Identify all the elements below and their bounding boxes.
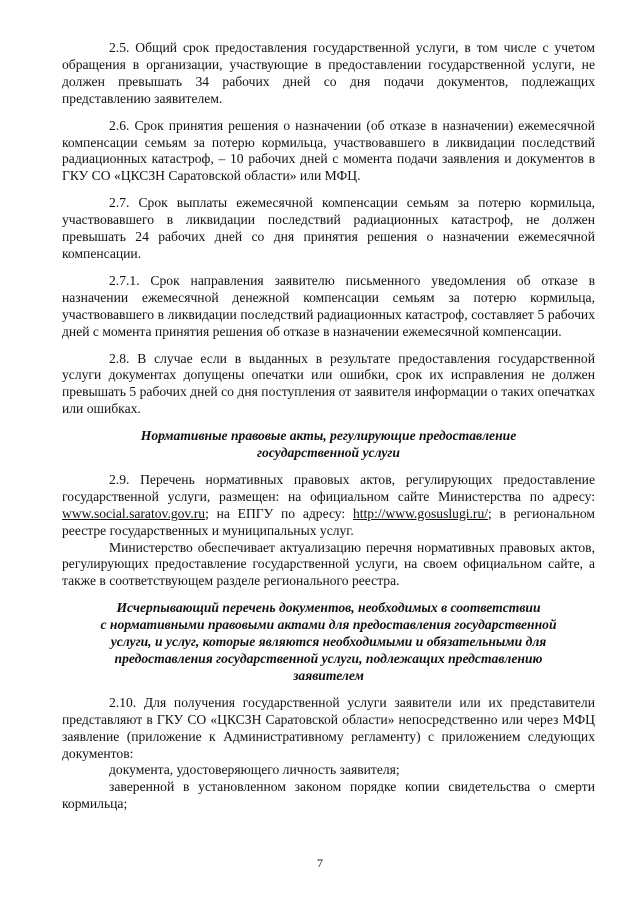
heading-line: предоставления государственной услуги, подлежащих представлению [114,651,543,666]
paragraph-2-7-1: 2.7.1. Срок направления заявителю письменного уведомления об отказе в назначении ежемесячной денежной компенсации семьям за потерю кормильца, участвовавшего в ликвидации последствий радиационных катастроф, составляет 5 рабочих дней с момента принятия решения об отказе в назначении ежемесячной компенсации. [62,272,595,339]
paragraph-text: ; на ЕПГУ по адресу: [205,505,353,521]
list-item-id-document: документа, удостоверяющего личность заявителя; [109,762,400,778]
paragraph-text: ; в региональном реестре государственных и муниципальных услуг. [62,505,596,538]
paragraph-text: 2.9. Перечень нормативных правовых актов, регулирующих предоставление государственной услуги, размещен: на официальном сайте Министерства по адресу: [62,471,595,504]
list-item-death-certificate: заверенной в установленном законом порядке копии свидетельства о смерти кормильца; [62,779,595,812]
heading-line: услуги, и услуг, которые являются необходимыми и обязательными для [110,634,547,650]
heading-line: заявителем [293,667,364,683]
paragraph-2-10: 2.10. Для получения государственной услуги заявители или их представители представляют в ГКУ СО «ЦКСЗН Саратовской области» непосредственно или через МФЦ заявление (приложение к Административному регламенту) с приложением следующих документов: [62,694,595,761]
gosuslugi-link[interactable]: http://www.gosuslugi.ru/ [352,505,489,521]
section-heading-legal-acts [62,428,595,462]
ministry-site-link[interactable]: www.social.saratov.gov.ru [62,505,206,521]
page-number: 7 [317,856,323,870]
paragraph-ministry: Министерство обеспечивает актуализацию перечня нормативных правовых актов, регулирующих предоставление государственной услуги, на своем официальном сайте, а также в соответствующем разделе регионального реестра. [62,539,595,589]
paragraph-2-6: 2.6. Срок принятия решения о назначении (об отказе в назначении) ежемесячной компенсации семьям за потерю кормильца, участвовавшего в ликвидации последствий радиационных катастроф, – 10 рабочих дней с момента подачи заявления и документов в ГКУ СО «ЦКСЗН Саратовской области» или МФЦ. [62,117,595,184]
document-page [62,40,595,813]
paragraph-2-8: 2.8. В случае если в выданных в результате предоставления государственной услуги документах допущены опечатки или ошибки, срок их исправления не должен превышать 5 рабочих дней со дня поступления от заявителя информации о таких опечатках или ошибках. [62,350,595,417]
heading-line: Исчерпывающий перечень документов, необходимых в соответствии [116,600,541,616]
heading-line: государственной услуги [257,445,400,461]
heading-line: Нормативные правовые акты, регулирующие предоставление [140,428,517,444]
paragraph-2-7: 2.7. Срок выплаты ежемесячной компенсации семьям за потерю кормильца, участвовавшего в ликвидации последствий радиационных катастроф, не должен превышать 24 рабочих дней со дня принятия решения о назначении ежемесячной компенсации. [62,195,595,261]
section-heading-documents [62,600,595,685]
paragraph-2-9 [62,472,595,540]
paragraph-2-5: 2.5. Общий срок предоставления государственной услуги, в том числе с учетом обращения в организации, участвующие в предоставлении государственной услуги, не должен превышать 34 рабочих дней со дня подачи документов, подлежащих представлению заявителем. [62,40,595,106]
heading-line: с нормативными правовыми актами для предоставления государственной [100,617,557,633]
